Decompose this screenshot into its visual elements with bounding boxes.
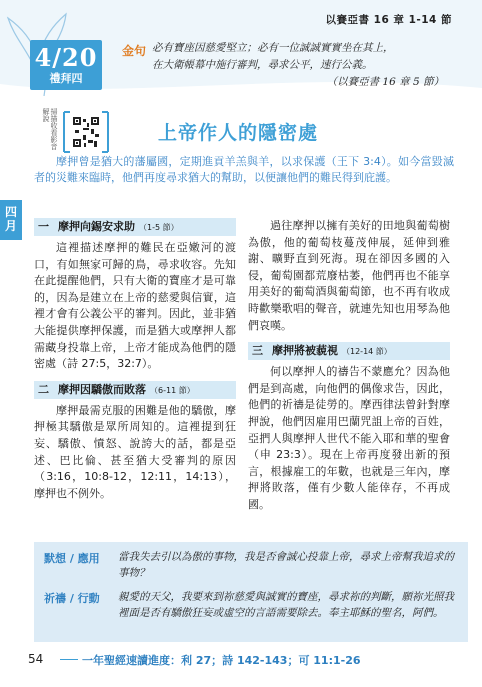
reflection-panel	[34, 542, 468, 642]
scan-label: 掃描收看影音解說	[42, 108, 58, 150]
golden-verse-source: （以賽亞書 16 章 5 節）	[326, 76, 444, 88]
section-3-heading	[248, 342, 450, 360]
section-1-heading	[34, 218, 236, 236]
meditate-text: 當我失去引以為傲的事物，我是否會誠心投靠上帝，尋求上帝幫我追求的事物？	[118, 551, 454, 579]
section-1-ref: （1-5 節）	[139, 223, 179, 232]
weekday-text: 禮拜四	[49, 72, 83, 85]
left-column	[34, 218, 236, 502]
date-badge	[30, 40, 102, 90]
section-2-ref: （6-11 節）	[150, 385, 195, 395]
section-3-number: 三	[252, 344, 263, 358]
date-text: 4/20	[34, 43, 98, 72]
reading-plan: 一年聖經速讀進度：利 27；詩 142-143；可 11:1-26	[82, 654, 361, 667]
section-1-number: 一	[38, 220, 49, 233]
section-3-ref: （12-14 節）	[342, 347, 392, 357]
section-2-number: 二	[38, 382, 49, 396]
section-3-title: 摩押將被藐視	[272, 344, 338, 358]
section-1-body: 這裡描述摩押的難民在亞嫩河的渡口，有如無家可歸的鳥，尋求收容。先知在此提醒他們，只有大衛的寶座才是可靠的，因為是建立在上帝的慈愛與信實，這裡才會有公義公平的審判。因此，並非猶大能提供摩押保護，而是猶大或摩押人都需藏身投靠上帝，上帝才能成為他們的隱密處（詩 27:5，32:7）。	[34, 241, 236, 371]
intro-paragraph: 摩押曾是猶大的藩屬國，定期進貢羊羔與羊，以求保護（王下 3:4）。如今當毀滅者的災難來臨時，他們再度尋求猶大的幫助，以便讓他們的難民得到庇護。	[34, 155, 454, 184]
section-3-body: 何以摩押人的禱告不蒙應允？因為他們是到高處，向他們的偶像求告，因此，他們的祈禱是徒勞的。摩西律法曾針對摩押說，他們因雇用巴蘭咒詛上帝的百姓，亞捫人與摩押人世代不能入耶和華的聖會（申 23:3）。現在上帝再度發出新的預言，根據雇工的年數，也就是三年內，摩押將敗落，僅有少數人能倖存，不再成國。	[248, 365, 450, 511]
qr-code-icon[interactable]	[60, 110, 112, 154]
section-2-body: 摩押最需克服的困難是他的驕傲，摩押極其驕傲是眾所周知的。這裡提到狂妄、驕傲、憤怒、說誇大的話，都是亞述、巴比倫、甚至猶大受審判的原因（3:16，10:8-12，12:11，14:13），摩押也不例外。	[34, 403, 236, 500]
section-2-title: 摩押因驕傲而敗落	[58, 382, 146, 396]
golden-verse	[152, 40, 470, 74]
page-number: 54	[28, 652, 44, 666]
prayer-label: 祈禱 / 行動	[44, 592, 100, 605]
section-2-heading	[34, 381, 236, 399]
section-1-title: 摩押向錫安求助	[58, 220, 135, 233]
golden-verse-label: 金句	[122, 44, 147, 58]
footer-divider	[60, 659, 78, 660]
meditate-label: 默想 / 應用	[44, 552, 100, 565]
golden-verse-line1: 必有寶座因慈愛堅立；必有一位誠誠實實坐在其上，	[152, 42, 394, 54]
section-2-continued: 過往摩押以擁有美好的田地與葡萄樹為傲，他的葡萄枝蔓茂伸展，延伸到雅謝、曠野直到死海。現在卻因多國的入侵，葡萄園都荒廢枯萎，他們再也不能享用美好的葡萄酒與葡萄節，也不再有收成時歡樂歌唱的聲音，就連先知也用琴為他們哀嘆。	[248, 219, 450, 332]
scripture-reference: 以賽亞書 16 章 1-14 節	[325, 14, 452, 26]
prayer-text: 親愛的天父，我要來到祢慈愛與誠實的寶座，尋求祢的判斷，願祢光照我裡面是否有驕傲狂妄或虛空的言語需要除去。奉主耶穌的聖名，阿們。	[118, 591, 454, 619]
page-title: 上帝作人的隱密處	[158, 122, 319, 144]
golden-verse-line2: 在大衛帳幕中施行審判，尋求公平，速行公義。	[152, 59, 373, 71]
right-column	[248, 218, 450, 514]
month-tab: 四月	[0, 200, 22, 240]
